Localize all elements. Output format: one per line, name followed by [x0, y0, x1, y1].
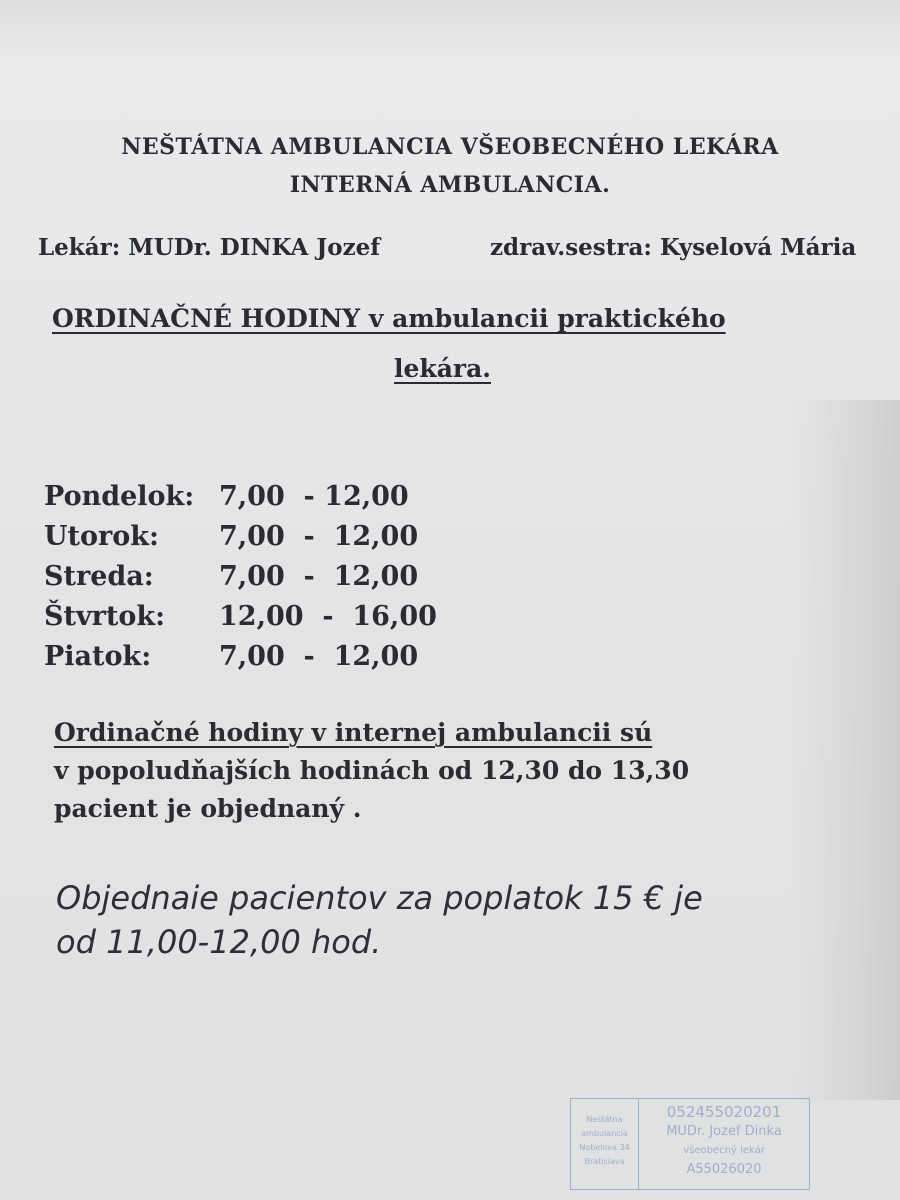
time-range: 7,00 - 12,00 [219, 640, 419, 672]
internal-clinic-hours [54, 714, 689, 828]
internal-hours-note: pacient je objednaný . [54, 794, 362, 823]
time-range: 7,00 - 12,00 [219, 520, 419, 552]
paid-appointment-line2: od 11,00-12,00 hod. [56, 923, 382, 961]
hours-row-monday [44, 476, 437, 516]
internal-hours-time: v popoludňajších hodinách od 12,30 do 13,30 [54, 756, 690, 785]
hours-row-thursday [44, 596, 437, 636]
top-shadow [0, 0, 900, 60]
time-range: 7,00 - 12,00 [219, 560, 419, 592]
day-label: Štvrtok: [44, 600, 166, 632]
office-hours-list [44, 476, 437, 676]
stamp-text: Bratislava [584, 1157, 625, 1166]
stamp-text: Neštátna [586, 1115, 623, 1124]
nurse-name: zdrav.sestra: Kyselová Mária [490, 234, 857, 261]
clinic-subtitle: INTERNÁ AMBULANCIA. [289, 172, 611, 198]
internal-hours-heading: Ordinačné hodiny v internej ambulancii sú [54, 718, 653, 747]
hours-row-tuesday [44, 516, 437, 556]
stamp-right-block [638, 1098, 810, 1190]
day-label: Piatok: [44, 640, 152, 672]
day-label: Pondelok: [44, 480, 195, 512]
time-range: 12,00 - 16,00 [219, 600, 437, 632]
stamp-code: 052455020201 [666, 1103, 782, 1121]
stamp-id: A55026020 [686, 1162, 762, 1177]
office-hours-title-cont: lekára. [394, 354, 491, 383]
right-shadow [790, 400, 900, 1100]
paid-appointment-note [56, 876, 703, 964]
office-hours-title: ORDINAČNÉ HODINY v ambulancii praktického [52, 304, 726, 333]
stamp-text: Nobelova 34 [579, 1143, 630, 1152]
doctor-stamp [570, 1098, 810, 1190]
doctor-name: Lekár: MUDr. DINKA Jozef [38, 234, 381, 261]
day-label: Utorok: [44, 520, 159, 552]
stamp-text: ambulancia [581, 1129, 628, 1138]
hours-row-friday [44, 636, 437, 676]
day-label: Streda: [44, 560, 154, 592]
stamp-doctor: MUDr. Jozef Dinka [666, 1124, 782, 1139]
hours-row-wednesday [44, 556, 437, 596]
stamp-role: všeobecný lekár [683, 1145, 765, 1156]
clinic-name: NEŠTÁTNA AMBULANCIA VŠEOBECNÉHO LEKÁRA [121, 134, 779, 160]
time-range: 7,00 - 12,00 [219, 480, 409, 512]
stamp-left-block [570, 1098, 638, 1190]
paid-appointment-line1: Objednaie pacientov za poplatok 15 € je [56, 879, 703, 917]
